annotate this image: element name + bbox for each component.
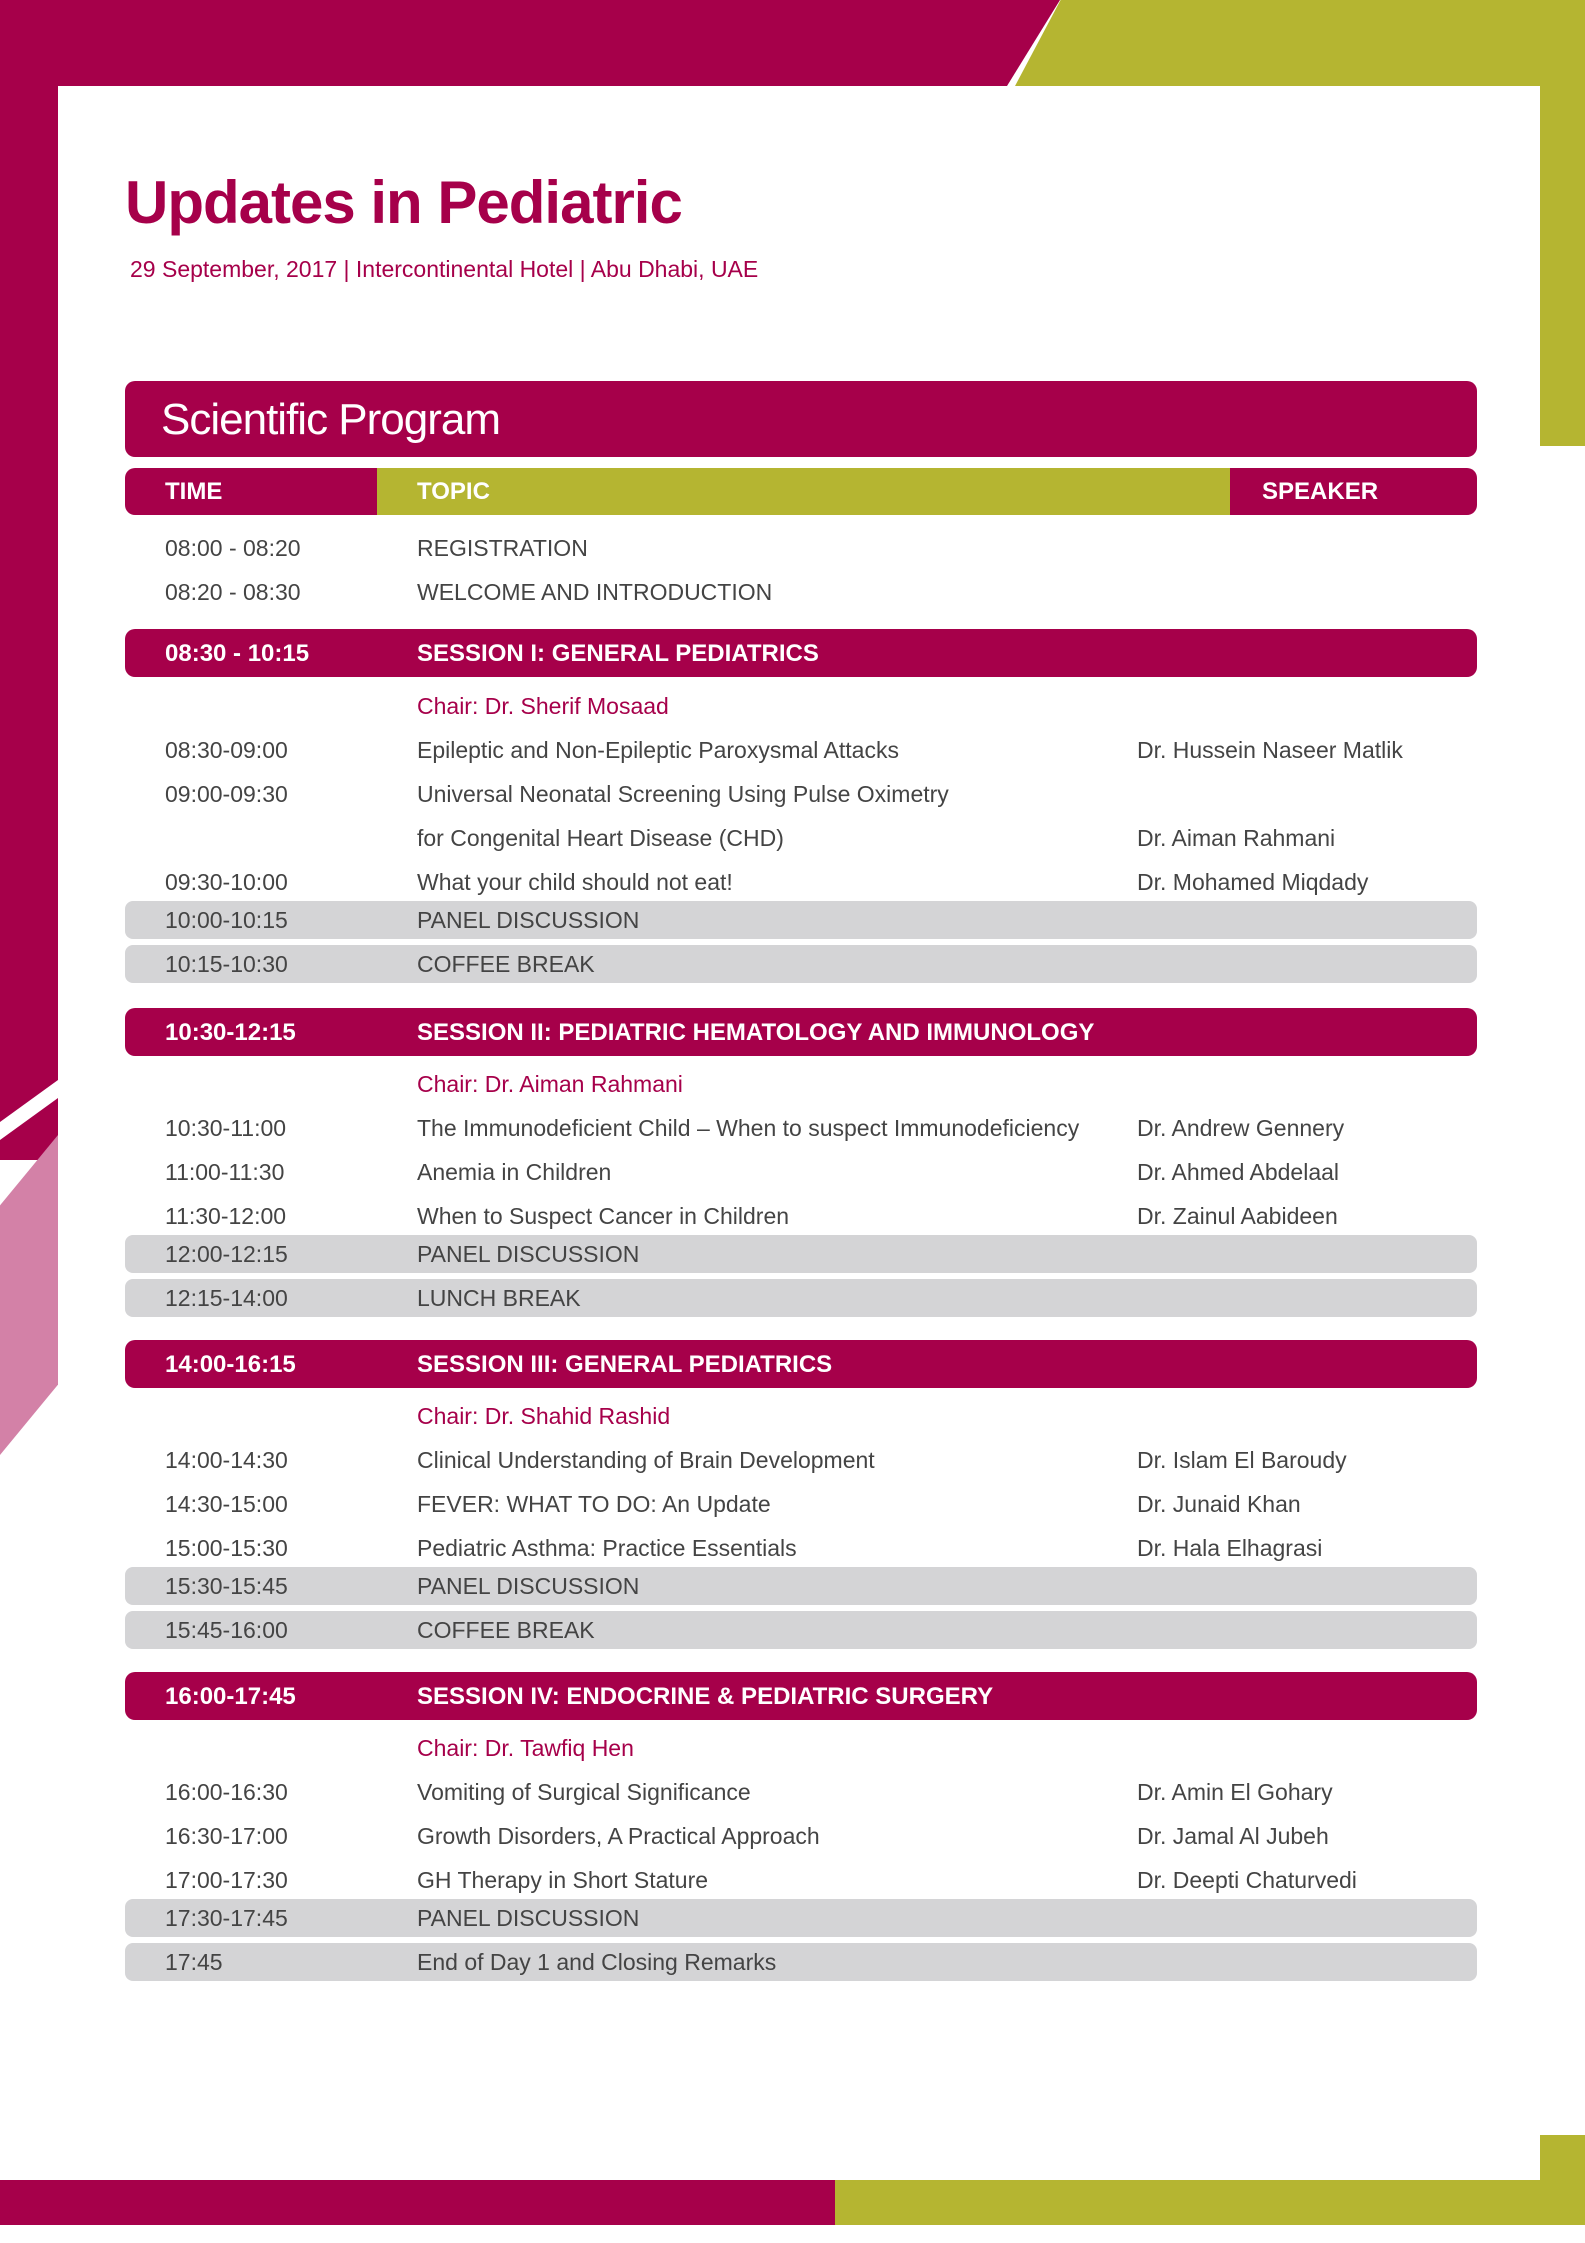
break-row bbox=[125, 1235, 1477, 1273]
row-time: 10:15-10:30 bbox=[165, 951, 288, 977]
table-row bbox=[125, 817, 1477, 857]
table-row bbox=[125, 861, 1477, 901]
break-row bbox=[125, 945, 1477, 983]
row-time: 11:00-11:30 bbox=[165, 1159, 285, 1185]
row-speaker: Dr. Junaid Khan bbox=[1137, 1491, 1301, 1517]
row-topic: FEVER: WHAT TO DO: An Update bbox=[417, 1491, 771, 1517]
row-time: 17:00-17:30 bbox=[165, 1867, 288, 1893]
row-topic: REGISTRATION bbox=[417, 535, 588, 561]
row-time: 08:30 - 10:15 bbox=[165, 640, 310, 667]
row-topic: PANEL DISCUSSION bbox=[417, 1241, 640, 1267]
table-header bbox=[125, 468, 1477, 515]
row-time: 15:00-15:30 bbox=[165, 1535, 288, 1561]
chair-row bbox=[125, 1063, 1477, 1103]
table-row bbox=[125, 1151, 1477, 1191]
page-title: Updates in Pediatric bbox=[125, 169, 682, 236]
table-row bbox=[125, 1439, 1477, 1479]
column-header-topic: TOPIC bbox=[377, 468, 1230, 515]
row-topic: Growth Disorders, A Practical Approach bbox=[417, 1823, 820, 1849]
program-banner bbox=[125, 381, 1477, 457]
row-time: 10:30-11:00 bbox=[165, 1115, 287, 1141]
program-banner-label: Scientific Program bbox=[161, 395, 501, 444]
row-topic: The Immunodeficient Child – When to suspect Immunodeficiency bbox=[417, 1115, 1080, 1141]
row-topic: Chair: Dr. Sherif Mosaad bbox=[417, 693, 669, 719]
break-row bbox=[125, 1899, 1477, 1937]
row-topic: COFFEE BREAK bbox=[417, 1617, 595, 1643]
break-row bbox=[125, 901, 1477, 939]
row-time: 12:00-12:15 bbox=[165, 1241, 288, 1267]
row-time: 09:00-09:30 bbox=[165, 781, 288, 807]
left-pink-band bbox=[0, 1135, 58, 1455]
left-magenta-band bbox=[0, 0, 58, 1160]
session-header-row bbox=[125, 629, 1477, 677]
row-topic: PANEL DISCUSSION bbox=[417, 907, 640, 933]
row-topic: What your child should not eat! bbox=[417, 869, 733, 895]
row-time: 08:00 - 08:20 bbox=[165, 535, 301, 561]
row-time: 08:30-09:00 bbox=[165, 737, 288, 763]
row-topic: GH Therapy in Short Stature bbox=[417, 1867, 709, 1893]
table-row bbox=[125, 773, 1477, 813]
chair-row bbox=[125, 1395, 1477, 1435]
table-row bbox=[125, 571, 1477, 611]
row-speaker: Dr. Ahmed Abdelaal bbox=[1137, 1159, 1340, 1185]
row-time: 15:45-16:00 bbox=[165, 1617, 288, 1643]
row-time: 17:30-17:45 bbox=[165, 1905, 288, 1931]
row-topic: Epileptic and Non-Epileptic Paroxysmal Attacks bbox=[417, 737, 899, 763]
column-header-speaker: SPEAKER bbox=[1230, 468, 1477, 515]
break-row bbox=[125, 1567, 1477, 1605]
row-speaker: Dr. Zainul Aabideen bbox=[1137, 1203, 1338, 1229]
row-topic: Anemia in Children bbox=[417, 1159, 612, 1185]
row-topic: Clinical Understanding of Brain Development bbox=[417, 1447, 875, 1473]
table-row bbox=[125, 527, 1477, 567]
row-topic: Chair: Dr. Tawfiq Hen bbox=[417, 1735, 634, 1761]
row-time: 08:20 - 08:30 bbox=[165, 579, 301, 605]
row-topic: WELCOME AND INTRODUCTION bbox=[417, 579, 773, 605]
chair-row bbox=[125, 685, 1477, 725]
row-speaker: Dr. Mohamed Miqdady bbox=[1137, 869, 1369, 895]
row-time: 11:30-12:00 bbox=[165, 1203, 287, 1229]
row-time: 17:45 bbox=[165, 1949, 223, 1975]
break-row bbox=[125, 1611, 1477, 1649]
row-topic: SESSION I: GENERAL PEDIATRICS bbox=[417, 640, 819, 667]
row-speaker: Dr. Amin El Gohary bbox=[1137, 1779, 1333, 1805]
row-time: 09:30-10:00 bbox=[165, 869, 288, 895]
table-row bbox=[125, 1771, 1477, 1811]
row-topic: Vomiting of Surgical Significance bbox=[417, 1779, 751, 1805]
row-time: 16:00-16:30 bbox=[165, 1779, 288, 1805]
session-header-row bbox=[125, 1672, 1477, 1720]
top-green-band bbox=[1015, 0, 1585, 86]
row-time: 14:00-14:30 bbox=[165, 1447, 288, 1473]
row-topic: When to Suspect Cancer in Children bbox=[417, 1203, 790, 1229]
table-row bbox=[125, 729, 1477, 769]
row-speaker: Dr. Islam El Baroudy bbox=[1137, 1447, 1347, 1473]
event-details: 29 September, 2017 | Intercontinental Hotel | Abu Dhabi, UAE bbox=[130, 256, 759, 282]
row-topic: End of Day 1 and Closing Remarks bbox=[417, 1949, 777, 1975]
table-row bbox=[125, 1859, 1477, 1899]
row-topic: Chair: Dr. Aiman Rahmani bbox=[417, 1071, 683, 1097]
column-header-time: TIME bbox=[125, 468, 377, 515]
row-time: 14:30-15:00 bbox=[165, 1491, 288, 1517]
row-topic: LUNCH BREAK bbox=[417, 1285, 581, 1311]
row-speaker: Dr. Hussein Naseer Matlik bbox=[1137, 737, 1403, 763]
break-row bbox=[125, 1943, 1477, 1981]
row-speaker: Dr. Deepti Chaturvedi bbox=[1137, 1867, 1357, 1893]
row-time: 16:00-17:45 bbox=[165, 1683, 296, 1710]
table-row bbox=[125, 1527, 1477, 1567]
session-header-row bbox=[125, 1008, 1477, 1056]
row-time: 12:15-14:00 bbox=[165, 1285, 288, 1311]
row-time: 15:30-15:45 bbox=[165, 1573, 288, 1599]
table-row bbox=[125, 1815, 1477, 1855]
row-time: 10:00-10:15 bbox=[165, 907, 288, 933]
row-topic: SESSION IV: ENDOCRINE & PEDIATRIC SURGERY bbox=[417, 1683, 994, 1710]
row-topic: PANEL DISCUSSION bbox=[417, 1573, 640, 1599]
row-topic: Universal Neonatal Screening Using Pulse Oximetry bbox=[417, 781, 949, 807]
row-time: 16:30-17:00 bbox=[165, 1823, 288, 1849]
row-topic: COFFEE BREAK bbox=[417, 951, 595, 977]
row-speaker: Dr. Hala Elhagrasi bbox=[1137, 1535, 1323, 1561]
top-magenta-band bbox=[0, 0, 1060, 86]
row-topic: SESSION III: GENERAL PEDIATRICS bbox=[417, 1351, 833, 1378]
row-time: 14:00-16:15 bbox=[165, 1351, 296, 1378]
row-speaker: Dr. Aiman Rahmani bbox=[1137, 825, 1336, 851]
row-topic: SESSION II: PEDIATRIC HEMATOLOGY AND IMMUNOLOGY bbox=[417, 1019, 1095, 1046]
row-topic: Pediatric Asthma: Practice Essentials bbox=[417, 1535, 797, 1561]
table-row bbox=[125, 1483, 1477, 1523]
row-topic: Chair: Dr. Shahid Rashid bbox=[417, 1403, 671, 1429]
row-speaker: Dr. Jamal Al Jubeh bbox=[1137, 1823, 1329, 1849]
session-header-row bbox=[125, 1340, 1477, 1388]
row-topic: for Congenital Heart Disease (CHD) bbox=[417, 825, 784, 851]
row-speaker: Dr. Andrew Gennery bbox=[1137, 1115, 1345, 1141]
table-row bbox=[125, 1195, 1477, 1235]
bottom-magenta-band bbox=[0, 2180, 835, 2225]
chair-row bbox=[125, 1727, 1477, 1767]
row-time: 10:30-12:15 bbox=[165, 1019, 296, 1046]
break-row bbox=[125, 1279, 1477, 1317]
table-row bbox=[125, 1107, 1477, 1147]
right-green-band bbox=[1540, 86, 1585, 446]
row-topic: PANEL DISCUSSION bbox=[417, 1905, 640, 1931]
